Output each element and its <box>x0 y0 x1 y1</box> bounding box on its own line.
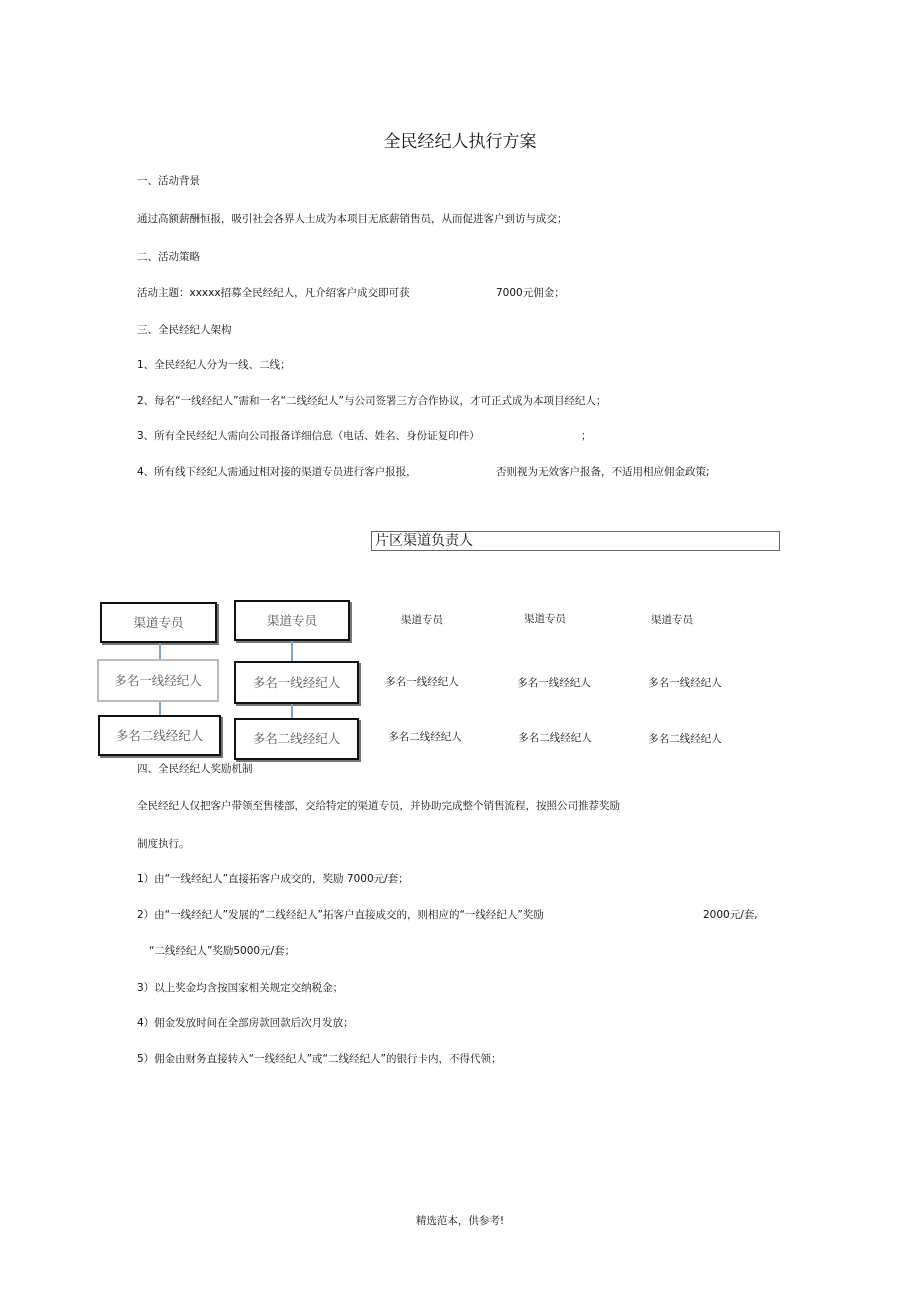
org-first-line-label-3: 多名一线经纪人 <box>385 676 459 688</box>
reward-item-5: 5）佣金由财务直接转入“一线经纪人”或“二线经纪人”的银行卡内，不得代领； <box>137 1053 502 1065</box>
org-first-line-label-5: 多名一线经纪人 <box>648 677 722 689</box>
structure-item-3-end: ； <box>581 430 592 442</box>
page-title: 全民经纪人执行方案 <box>383 132 537 152</box>
theme-amount: 7000元佣金； <box>496 287 565 299</box>
org-first-line-label-4: 多名一线经纪人 <box>517 677 591 689</box>
org-second-line-label-5: 多名二线经纪人 <box>648 733 722 745</box>
org-connector-2b <box>291 704 293 718</box>
org-channel-label-5: 渠道专员 <box>651 614 693 626</box>
reward-item-2-continued: “二线经纪人”奖励5000元/套； <box>149 945 296 957</box>
page-footer: 精选范本，供参考! <box>415 1215 505 1227</box>
org-channel-box-1: 渠道专员 <box>100 602 217 643</box>
org-connector-1a <box>159 643 161 659</box>
reward-item-1: 1）由“一线经纪人”直接拓客户成交的，奖励 7000元/套； <box>137 873 409 885</box>
org-connector-1b <box>159 702 161 715</box>
rewards-paragraph-line-2: 制度执行。 <box>137 838 190 850</box>
reward-item-2: 2）由“一线经纪人”发展的“二线经纪人”拓客户直接成交的，则相应的“一线经纪人”奖励 <box>137 909 544 921</box>
section-heading-rewards: 四、全民经纪人奖励机制 <box>137 763 253 775</box>
section-heading-strategy: 二、活动策略 <box>137 251 200 263</box>
structure-item-2: 2、每名“一线经纪人”需和一名“二线经纪人”与公司签署三方合作协议，才可正式成为本项目经纪人； <box>137 395 607 407</box>
section-heading-background: 一、活动背景 <box>137 175 200 187</box>
org-second-line-label-3: 多名二线经纪人 <box>388 731 462 743</box>
theme-text: 活动主题：xxxxx招募全民经纪人，凡介绍客户成交即可获 <box>137 287 410 299</box>
org-connector-2a <box>291 641 293 661</box>
org-header-box: 片区渠道负责人 <box>371 531 780 551</box>
org-second-line-label-4: 多名二线经纪人 <box>518 732 592 744</box>
org-channel-label-4: 渠道专员 <box>524 613 566 625</box>
org-second-line-box-2: 多名二线经纪人 <box>234 718 359 760</box>
org-channel-label-3: 渠道专员 <box>401 614 443 626</box>
rewards-paragraph-line-1: 全民经纪人仅把客户带领至售楼部，交给特定的渠道专员，并协助完成整个销售流程，按照公司推荐奖励 <box>137 800 620 812</box>
structure-item-4: 4、所有线下经纪人需通过相对接的渠道专员进行客户报报， <box>137 466 417 478</box>
org-channel-box-2: 渠道专员 <box>234 600 350 641</box>
org-first-line-box-2: 多名一线经纪人 <box>234 661 359 704</box>
background-paragraph: 通过高额薪酬恒报，吸引社会各界人士成为本项目无底薪销售员，从而促进客户到访与成交； <box>137 213 568 225</box>
section-heading-structure: 三、全民经纪人架构 <box>137 324 232 336</box>
org-first-line-box-1: 多名一线经纪人 <box>97 659 219 702</box>
reward-item-3: 3）以上奖金均含按国家相关规定交纳税金； <box>137 982 344 994</box>
structure-item-1: 1、全民经纪人分为一线、二线； <box>137 359 291 371</box>
org-second-line-box-1: 多名二线经纪人 <box>98 715 221 756</box>
reward-item-4: 4）佣金发放时间在全部房款回款后次月发放； <box>137 1017 354 1029</box>
structure-item-4-end: 否则视为无效客户报备，不适用相应佣金政策; <box>496 466 710 478</box>
reward-item-2-amount: 2000元/套, <box>703 909 758 921</box>
structure-item-3: 3、所有全民经纪人需向公司报备详细信息（电话、姓名、身份证复印件） <box>137 430 480 442</box>
